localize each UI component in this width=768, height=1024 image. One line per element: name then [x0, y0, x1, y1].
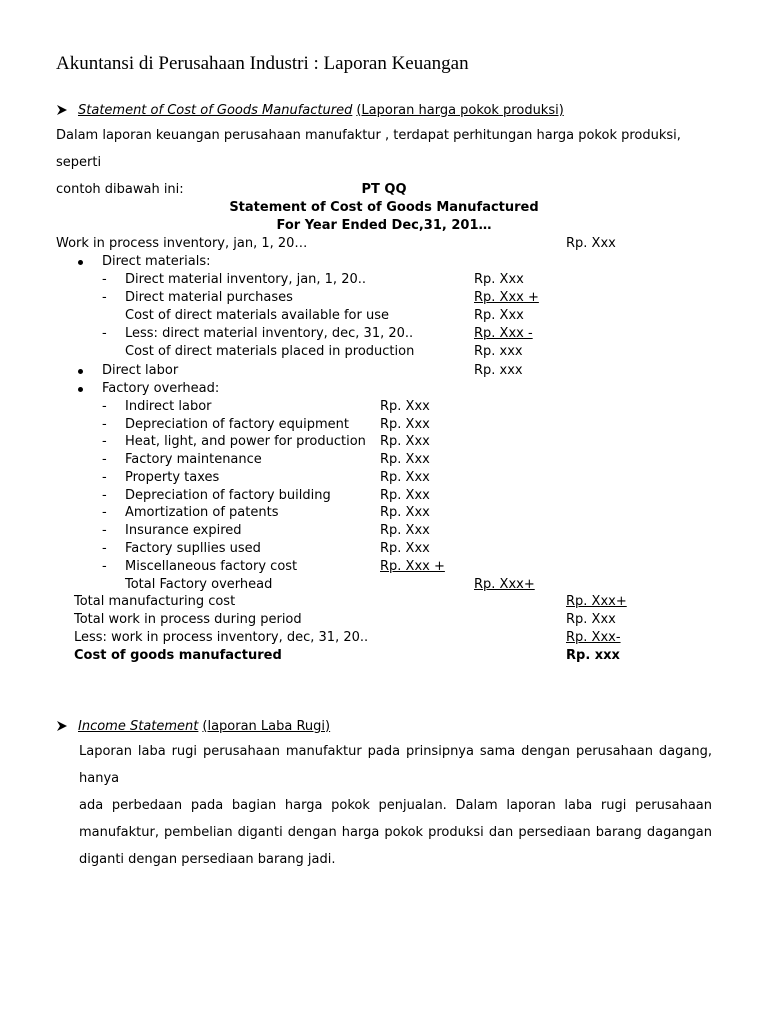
- dm-item-row: [0, 289, 768, 307]
- row-amount: Rp. xxx: [474, 344, 523, 359]
- dm-item-row: [0, 325, 768, 343]
- intro-line-1: Dalam laporan keuangan perusahaan manufaktur , terdapat perhitungan harga pokok produksi, seperti: [56, 128, 681, 170]
- row-amount: Rp. Xxx +: [474, 290, 539, 305]
- row-label: Depreciation of factory equipment: [125, 417, 350, 432]
- row-label: Cost of direct materials available for use: [125, 308, 389, 323]
- statement-period: For Year Ended Dec,31, 201…: [276, 218, 492, 233]
- fo-item-row: [0, 558, 768, 576]
- row-amount: Rp. Xxx -: [474, 326, 533, 341]
- row-label: Direct material purchases: [125, 290, 293, 305]
- bullet-dot-icon: [78, 260, 83, 265]
- row-label: Insurance expired: [125, 523, 242, 538]
- dash-marker: -: [102, 559, 107, 574]
- direct-labor-row: [0, 362, 768, 380]
- section-heading-cogm: [56, 101, 564, 119]
- fo-item-row: [0, 469, 768, 487]
- row-amount: Rp. Xxx: [474, 308, 524, 323]
- row-amount: Rp. Xxx: [380, 488, 430, 503]
- statement-name: Statement of Cost of Goods Manufactured: [229, 200, 539, 215]
- bullet-dot-icon: [78, 369, 83, 374]
- page-title: Akuntansi di Perusahaan Industri : Laporan Keuangan: [56, 53, 469, 74]
- row-label: Direct materials:: [102, 254, 211, 269]
- row-label: Factory overhead:: [102, 381, 220, 396]
- income-line-1: Laporan laba rugi perusahaan manufaktur pada prinsipnya sama dengan perusahaan dagang, hanya: [79, 744, 712, 786]
- row-label: Total work in process during period: [74, 612, 302, 627]
- section-heading-italic: Income Statement: [78, 718, 199, 734]
- row-amount: Rp. Xxx: [380, 470, 430, 485]
- row-label: Less: direct material inventory, dec, 31, 20..: [125, 326, 414, 341]
- dm-item-row: [0, 271, 768, 289]
- row-label: Less: work in process inventory, dec, 31, 20..: [74, 630, 369, 645]
- row-label: Direct labor: [102, 363, 179, 378]
- row-amount: Rp. Xxx: [380, 399, 430, 414]
- income-line-2: ada perbedaan pada bagian harga pokok penjualan. Dalam laporan laba rugi perusahaan: [79, 798, 712, 813]
- row-amount: Rp. Xxx: [380, 452, 430, 467]
- fo-item-row: [0, 504, 768, 522]
- fo-item-row: [0, 398, 768, 416]
- dash-marker: -: [102, 470, 107, 485]
- dash-marker: -: [102, 505, 107, 520]
- arrow-bullet-icon: [56, 720, 68, 732]
- row-label: Indirect labor: [125, 399, 212, 414]
- row-label: Miscellaneous factory cost: [125, 559, 298, 574]
- dash-marker: -: [102, 290, 107, 305]
- bullet-dot-icon: [78, 387, 83, 392]
- intro-line-2: contoh dibawah ini:: [56, 182, 184, 197]
- dash-marker: -: [102, 326, 107, 341]
- row-label: Heat, light, and power for production: [125, 434, 366, 449]
- total-wip-row: [0, 611, 768, 629]
- row-amount: Rp. Xxx: [380, 523, 430, 538]
- income-line-4: diganti dengan persediaan barang jadi.: [79, 852, 336, 867]
- fo-item-row: [0, 540, 768, 558]
- wip-begin-row: [0, 235, 768, 253]
- row-amount: Rp. xxx: [566, 648, 620, 663]
- section-heading-italic: Statement of Cost of Goods Manufactured: [78, 102, 353, 118]
- fo-item-row: [0, 451, 768, 469]
- dash-marker: -: [102, 488, 107, 503]
- row-amount: Rp. Xxx+: [474, 577, 535, 592]
- row-label: Total Factory overhead: [125, 577, 273, 592]
- row-label: Depreciation of factory building: [125, 488, 331, 503]
- dash-marker: -: [102, 272, 107, 287]
- dash-marker: -: [102, 434, 107, 449]
- row-label: Amortization of patents: [125, 505, 279, 520]
- income-line-3: manufaktur, pembelian diganti dengan harga pokok produksi dan persediaan barang dagangan: [79, 825, 712, 840]
- fo-item-row: [0, 522, 768, 540]
- row-label: Property taxes: [125, 470, 220, 485]
- arrow-bullet-icon: [56, 104, 68, 116]
- factory-overhead-row: [0, 380, 768, 398]
- row-label: Factory supllies used: [125, 541, 261, 556]
- dash-marker: -: [102, 523, 107, 538]
- row-amount: Rp. Xxx-: [566, 630, 621, 645]
- row-amount: Rp. Xxx: [380, 434, 430, 449]
- row-label: Cost of goods manufactured: [74, 648, 282, 663]
- row-amount: Rp. Xxx +: [380, 559, 445, 574]
- statement-header: [56, 181, 712, 235]
- total-manufacturing-row: [0, 593, 768, 611]
- dash-marker: -: [102, 452, 107, 467]
- total-factory-overhead-row: [0, 576, 768, 594]
- section-heading-paren: (laporan Laba Rugi): [202, 718, 331, 734]
- fo-item-row: [0, 487, 768, 505]
- row-amount: Rp. xxx: [474, 363, 523, 378]
- section-heading-paren: (Laporan harga pokok produksi): [356, 102, 564, 118]
- dm-item-row: [0, 343, 768, 361]
- fo-item-row: [0, 416, 768, 434]
- row-label: Work in process inventory, jan, 1, 20…: [56, 236, 308, 251]
- dm-item-row: [0, 307, 768, 325]
- row-amount: Rp. Xxx: [380, 417, 430, 432]
- income-paragraph: [79, 738, 712, 873]
- direct-materials-row: [0, 253, 768, 271]
- less-wip-row: [0, 629, 768, 647]
- company-name: PT QQ: [361, 182, 407, 197]
- row-amount: Rp. Xxx: [380, 505, 430, 520]
- row-amount: Rp. Xxx: [380, 541, 430, 556]
- row-amount: Rp. Xxx+: [566, 594, 627, 609]
- row-amount: Rp. Xxx: [566, 612, 616, 627]
- row-label: Direct material inventory, jan, 1, 20..: [125, 272, 367, 287]
- cogm-row: [0, 647, 768, 665]
- section-heading-income: [56, 717, 330, 735]
- dash-marker: -: [102, 541, 107, 556]
- dash-marker: -: [102, 399, 107, 414]
- row-label: Total manufacturing cost: [74, 594, 236, 609]
- dash-marker: -: [102, 417, 107, 432]
- row-amount: Rp. Xxx: [566, 236, 616, 251]
- row-amount: Rp. Xxx: [474, 272, 524, 287]
- row-label: Cost of direct materials placed in production: [125, 344, 415, 359]
- row-label: Factory maintenance: [125, 452, 262, 467]
- fo-item-row: [0, 433, 768, 451]
